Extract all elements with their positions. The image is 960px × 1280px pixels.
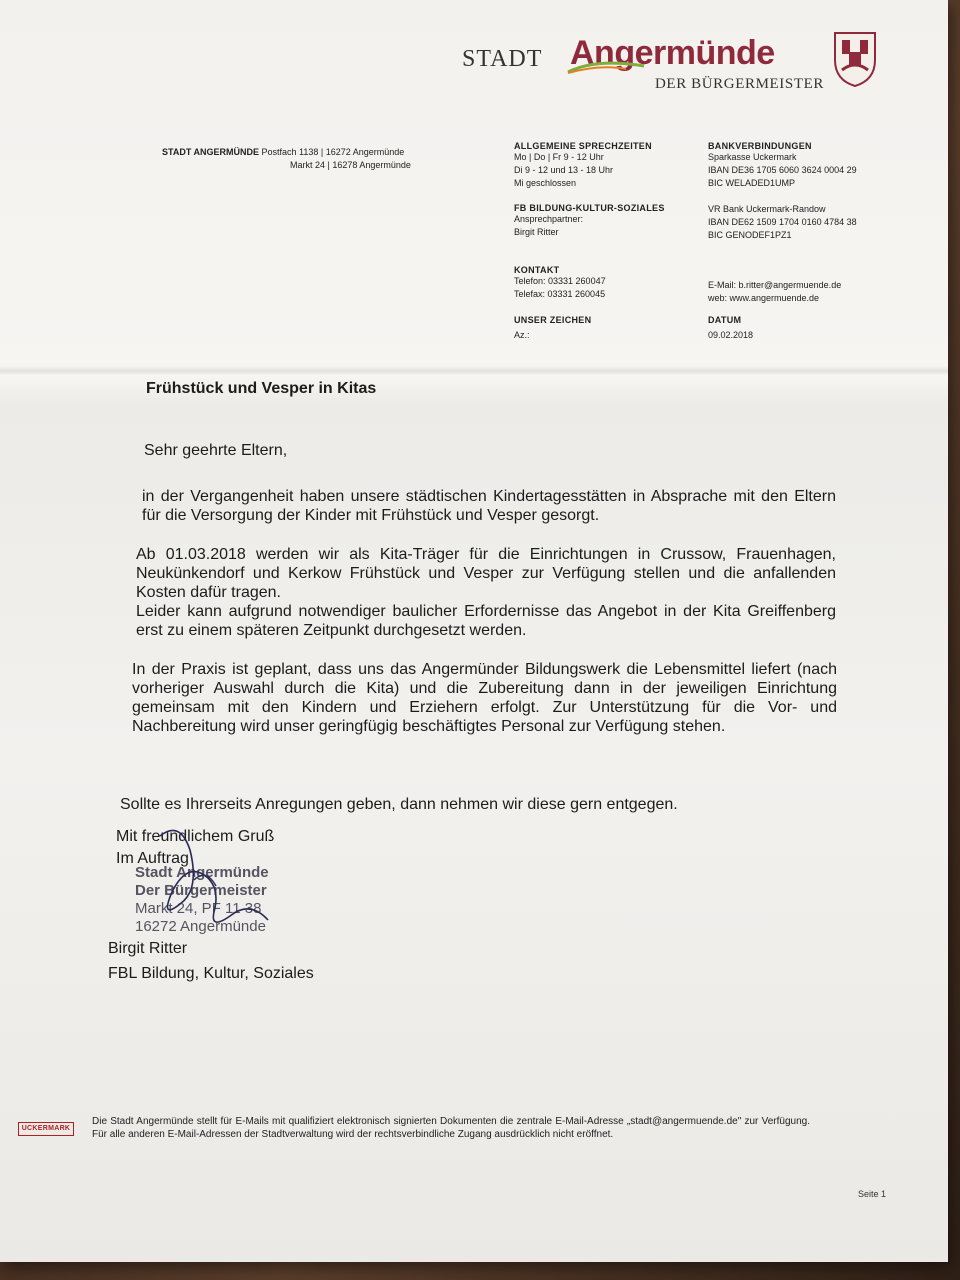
office-hours-line: Mo | Do | Fr 9 - 12 Uhr bbox=[514, 152, 604, 162]
stamp-line: Der Bürgermeister bbox=[135, 882, 267, 899]
reference-title: UNSER ZEICHEN bbox=[514, 315, 592, 325]
bank-line bbox=[708, 190, 908, 203]
bank-line: BIC WELADED1UMP bbox=[708, 178, 796, 188]
fax-number: Telefax: 03331 260045 bbox=[514, 289, 606, 299]
date-title: DATUM bbox=[708, 315, 742, 325]
department-title: FB BILDUNG-KULTUR-SOZIALES bbox=[514, 203, 665, 213]
contact-title: KONTAKT bbox=[514, 265, 560, 275]
date-value: 09.02.2018 bbox=[708, 330, 754, 340]
contact-person-label: Ansprechpartner: bbox=[514, 214, 584, 224]
department-block bbox=[514, 203, 689, 239]
stamp-line: Markt 24, PF 11 38 bbox=[135, 900, 262, 917]
letter-paragraph: Leider kann aufgrund notwendiger baulicher Erfordernisse das Angebot in der Kita Greiffenberg erst zu einem späteren Zeitpunkt durchgesetzt werden. bbox=[136, 603, 836, 639]
letter-paragraph: Ab 01.03.2018 werden wir als Kita-Träger für die Einrichtungen in Crussow, Frauenhagen, Neukünkendorf und Kerkow Frühstück und Vesper zur Verfügung stellen und die anfallenden Kosten dafür tragen. bbox=[136, 546, 836, 601]
footer-notice: Die Stadt Angermünde stellt für E-Mails mit qualifiziert elektronisch signierten Dokumenten die zentrale E-Mail-Adresse „stadt@angermuende.de" zur Verfügung. Für alle anderen E-Mail-Adressen der Stadtverwaltung wird der rechtsverbindliche Zugang ausdrücklich nicht eröffnet. bbox=[92, 1116, 810, 1140]
contact-block bbox=[514, 265, 689, 301]
letter-paragraph-group bbox=[136, 545, 836, 640]
website: web: www.angermuende.de bbox=[708, 293, 820, 303]
closing-greeting: Mit freundlichem Gruß bbox=[116, 828, 275, 845]
office-hours-line: Di 9 - 12 und 13 - 18 Uhr bbox=[514, 165, 614, 175]
sender-name: STADT ANGERMÜNDE bbox=[162, 147, 259, 157]
signer-name: Birgit Ritter bbox=[108, 940, 188, 957]
phone-number: Telefon: 03331 260047 bbox=[514, 276, 606, 286]
bank-line: IBAN DE36 1705 6060 3624 0004 29 bbox=[708, 165, 857, 175]
sender-postfach: Postfach 1138 | 16272 Angermünde bbox=[261, 147, 405, 157]
sender-address bbox=[162, 146, 422, 172]
stamp-line: 16272 Angermünde bbox=[135, 918, 266, 935]
bank-line: Sparkasse Uckermark bbox=[708, 152, 797, 162]
letter-paragraph: In der Praxis ist geplant, dass uns das Angermünder Bildungswerk die Lebensmittel liefert (nach vorheriger Auswahl durch die Kita) und die Zubereitung dann in der jeweiligen Einrichtung gemeinsam mit den Kindern und Erziehern erfolgt. Zur Unterstützung für die Vor- und Nachbereitung wird unser geringfügig beschäftigtes Personal zur Verfügung stehen. bbox=[132, 661, 837, 735]
signer-role: FBL Bildung, Kultur, Soziales bbox=[108, 965, 314, 982]
logo-city-name: Angermünde bbox=[570, 34, 775, 72]
page-number: Seite 1 bbox=[858, 1189, 887, 1199]
office-hours-line: Mi geschlossen bbox=[514, 178, 577, 188]
letter-paragraph: in der Vergangenheit haben unsere städtischen Kindertagesstätten in Absprache mit den Eltern für die Versorgung der Kinder mit Frühstück und Vesper gesorgt. bbox=[142, 488, 836, 524]
online-contact bbox=[708, 279, 908, 305]
bank-line: IBAN DE62 1509 1704 0160 4784 38 bbox=[708, 217, 857, 227]
stamp-line: Stadt Angermünde bbox=[135, 864, 269, 881]
logo-stadt: STADT bbox=[462, 46, 543, 72]
bank-title: BANKVERBINDUNGEN bbox=[708, 141, 812, 151]
uckermark-logo: UCKERMARK bbox=[18, 1122, 74, 1136]
bank-line: BIC GENODEF1PZ1 bbox=[708, 230, 792, 240]
closing-on-behalf: Im Auftrag bbox=[116, 850, 189, 867]
office-hours-title: ALLGEMEINE SPRECHZEITEN bbox=[514, 141, 652, 151]
paper-fold bbox=[0, 366, 948, 376]
handwritten-signature-icon bbox=[150, 820, 280, 940]
letter-paragraph: Sollte es Ihrerseits Anregungen geben, dann nehmen wir diese gern entgegen. bbox=[120, 796, 678, 813]
logo-swoosh-icon bbox=[566, 60, 646, 74]
sender-street: Markt 24 | 16278 Angermünde bbox=[290, 160, 411, 170]
date-block bbox=[708, 315, 908, 342]
email-address: E-Mail: b.ritter@angermuende.de bbox=[708, 280, 842, 290]
reference-block bbox=[514, 315, 689, 342]
signature-block bbox=[108, 936, 314, 986]
contact-person-name: Birgit Ritter bbox=[514, 227, 559, 237]
coat-of-arms-icon bbox=[832, 30, 878, 88]
letter-greeting: Sehr geehrte Eltern, bbox=[144, 442, 288, 459]
reference-value: Az.: bbox=[514, 330, 530, 340]
logo-subtitle: DER BÜRGERMEISTER bbox=[655, 76, 824, 92]
bank-details bbox=[708, 141, 908, 242]
office-hours bbox=[514, 141, 689, 190]
bank-line: VR Bank Uckermark-Randow bbox=[708, 204, 826, 214]
letter-subject: Frühstück und Vesper in Kitas bbox=[146, 380, 377, 397]
